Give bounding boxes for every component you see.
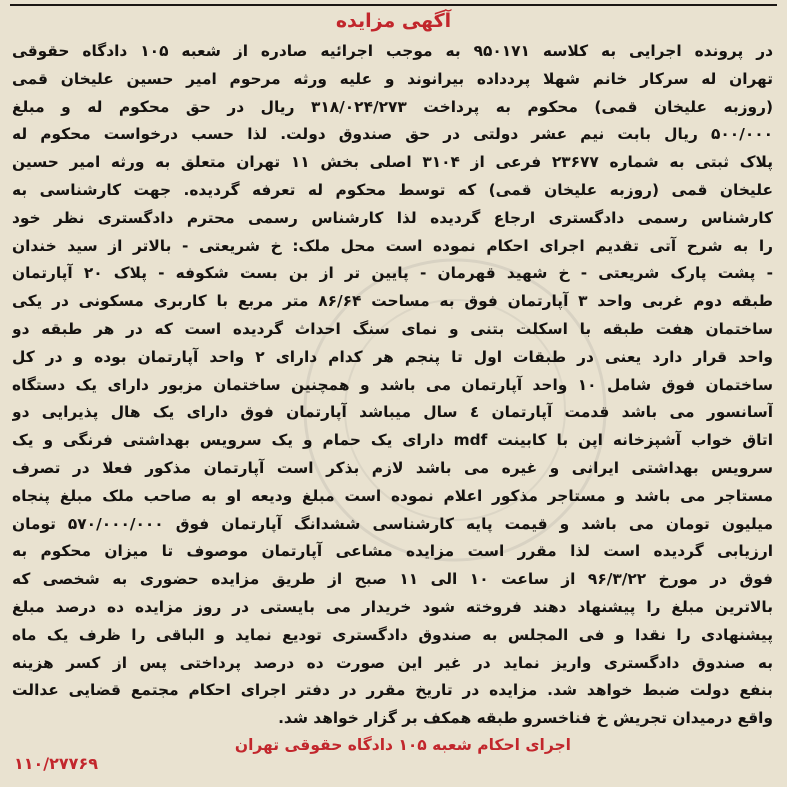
notice-line: ۵۰۰/۰۰۰ ریال بابت نیم عشر دولتی در حق صندوق دولت. لذا حسب درخواست محکوم له: [12, 125, 773, 144]
notice-line: در پرونده اجرایی به کلاسه ۹۵۰۱۷۱ به موجب اجرائیه صادره از شعبه ۱۰۵ دادگاه حقوقی: [12, 42, 773, 60]
notice-line: واقع درمیدان تجریش خ فناخسرو طبقه همکف بر گزار خواهد شد.: [278, 709, 773, 728]
notice-line: ارزیابی گردیده است لذا مقرر است مزایده مشاعی آپارتمان موصوف تا میزان محکوم به: [12, 542, 773, 561]
notice-line: مستاجر می باشد و مستاجر مذکور اعلام نموده است مبلغ ودیعه او به صاحب ملک مبلغ پنجاه: [12, 486, 773, 505]
notice-line: ساختمان فوق شامل ۱۰ واحد آپارتمان می باشد و همچنین ساختمان مزبور دارای یک دستگاه: [12, 375, 773, 394]
notice-line: بالاترین مبلغ را پیشنهاد دهند فروخته شود خریدار می بایستی در روز مزایده ده درصد مبلغ: [12, 597, 773, 616]
notice-line: واحد قرار دارد یعنی در طبقات اول تا پنجم هر کدام دارای ۲ واحد آپارتمان بوده و در کل: [12, 347, 773, 366]
notice-line: سرویس بهداشتی ایرانی و غیره می باشد لازم بذکر است آپارتمان مذکور فعلا در تصرف: [12, 458, 773, 477]
notice-line: پلاک ثبتی به شماره ۲۳۶۷۷ فرعی از ۳۱۰۴ اصلی بخش ۱۱ تهران متعلق به ورثه امیر حسین: [12, 153, 773, 172]
notice-line: ساختمان هفت طبقه با اسکلت بتنی و نمای سنگ احداث گردیده است که در هر طبقه دو: [12, 319, 773, 338]
notice-line: (روزبه علیخان قمی) محکوم به پرداخت ۳۱۸/۰۲۴/۲۷۳ ریال در حق محکوم له و مبلغ: [12, 97, 773, 116]
notice-line: طبقه دوم غربی واحد ۳ آپارتمان فوق به مساحت ۸۶/۶۴ متر مربع با کاربری مسکونی در یکی: [12, 292, 773, 311]
notice-line: به صندوق دادگستری واریز نماید در غیر این صورت ده درصد پرداختی پس از کسر هزینه: [12, 653, 773, 672]
notice-line: اتاق خواب آشپزخانه اپن با کابینت mdf دارای یک حمام و یک سرویس بهداشتی فرنگی و یک: [12, 431, 773, 450]
notice-line: را به شرح آتی تقدیم اجرای احکام نموده است محل ملک: خ شریعتی - بالاتر از سید خندان: [12, 236, 773, 255]
notice-line: میلیون تومان می باشد و قیمت پایه کارشناسی ششدانگ آپارتمان فوق ۵۷۰/۰۰۰/۰۰۰ تومان: [12, 514, 773, 533]
notice-line: آسانسور می باشد قدمت آپارتمان ٤ سال میباشد آپارتمان فوق دارای یک هال پذیرایی دو: [12, 403, 773, 422]
issuer-signature: اجرای احکام شعبه ۱۰۵ دادگاه حقوقی تهران: [234, 736, 571, 754]
notice-line: فوق در مورخ ۹۶/۳/۲۲ از ساعت ۱۰ الی ۱۱ صبح از طریق مزایده حضوری به شخصی که: [12, 570, 773, 589]
notice-line: - پشت پارک شریعتی - خ شهید قهرمان - پایین تر از بن بست شکوفه - پلاک ۲۰ آپارتمان: [12, 264, 773, 283]
notice-title: آگهی مزایده: [335, 10, 452, 32]
notice-line: بنفع دولت ضبط خواهد شد. مزایده در تاریخ مقرر در دفتر اجرای احکام مجتمع قضایی عدالت: [12, 681, 773, 700]
notice-line: کارشناس رسمی دادگستری ارجاع گردیده لذا کارشناس رسمی محترم دادگستری نظر خود: [12, 208, 773, 227]
notice-body: [12, 38, 773, 738]
notice-line: علیخان قمی (روزبه علیخان قمی) که توسط محکوم له تعرفه گردیده. جهت کارشناسی به: [12, 180, 773, 199]
notice-line: تهران له سرکار خانم شهلا پردداده بیرانوند و علیه ورثه مرحوم امیر حسین علیخان قمی: [12, 69, 773, 88]
notice-line: پیشنهادی را نقدا و فی المجلس به صندوق دادگستری تودیع نماید و الباقی را ظرف یک ماه: [12, 625, 773, 644]
notice-code: ۱۱۰/۲۷۷۶۹: [14, 754, 98, 773]
notice-footer: [14, 736, 771, 782]
